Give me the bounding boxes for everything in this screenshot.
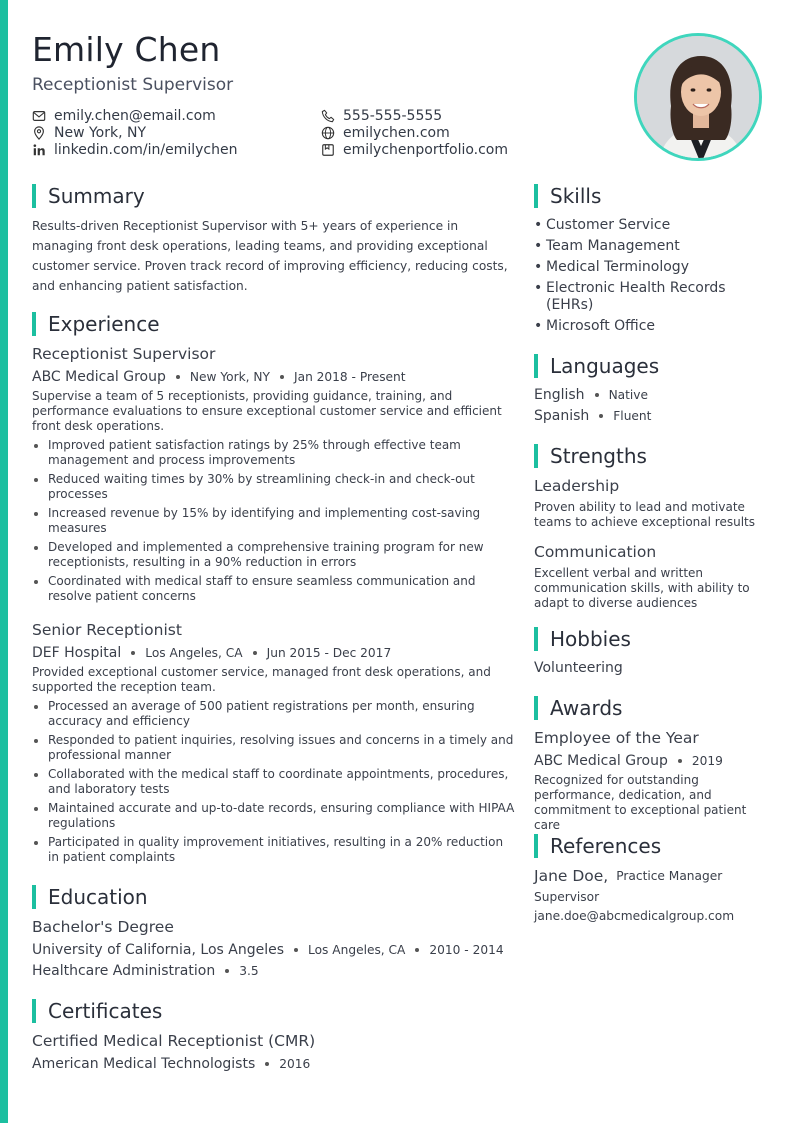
- job-description: Provided exceptional customer service, managed front desk operations, and supported the reception team.: [32, 665, 491, 694]
- reference-row: [534, 867, 722, 885]
- website-text: emilychen.com: [343, 125, 450, 141]
- linkedin-icon: [32, 143, 46, 157]
- languages-heading: [534, 354, 659, 378]
- references-heading: [534, 834, 661, 858]
- field-of-study: Healthcare Administration: [32, 963, 216, 979]
- certificate-year: 2016: [279, 1057, 311, 1071]
- references-heading-text: References: [550, 834, 662, 858]
- job-location: New York, NY: [189, 370, 270, 384]
- summary-heading-text: Summary: [48, 184, 145, 208]
- skills-heading-text: Skills: [550, 184, 602, 208]
- education-org: [32, 942, 504, 958]
- contact-email[interactable]: [32, 108, 216, 124]
- summary-heading: [32, 184, 145, 208]
- reference-title: Practice Manager: [616, 869, 723, 883]
- language-row: [534, 387, 648, 403]
- heading-accent: [534, 184, 538, 208]
- languages-heading-text: Languages: [550, 354, 660, 378]
- contact-location: [32, 125, 146, 141]
- portfolio-icon: [321, 143, 335, 157]
- list-item: • Team Management: [534, 238, 766, 255]
- company-name: ABC Medical Group: [32, 369, 166, 385]
- separator-dot: [415, 948, 419, 952]
- separator-dot: [678, 759, 682, 763]
- avatar: [637, 36, 762, 161]
- list-item: Processed an average of 500 patient registrations per month, ensuring accuracy and efficiency: [32, 699, 516, 729]
- separator-dot: [225, 969, 229, 973]
- job-role: Senior Receptionist: [32, 621, 182, 639]
- list-item: Coordinated with medical staff to ensure seamless communication and resolve patient concerns: [32, 574, 516, 604]
- language-level: Native: [608, 388, 649, 402]
- heading-accent: [534, 354, 538, 378]
- contact-website[interactable]: [321, 125, 450, 141]
- reference-relation-row: [534, 890, 599, 904]
- heading-accent: [32, 312, 36, 336]
- list-item: • Microsoft Office: [534, 318, 766, 335]
- candidate-name: Emily Chen: [32, 30, 221, 69]
- education-heading-text: Education: [48, 885, 148, 909]
- location-text: New York, NY: [54, 125, 147, 141]
- phone-text: 555-555-5555: [343, 108, 443, 124]
- contact-portfolio[interactable]: [321, 142, 508, 158]
- experience-heading-text: Experience: [48, 312, 160, 336]
- separator-dot: [265, 1062, 269, 1066]
- separator-dot: [294, 948, 298, 952]
- globe-icon: [321, 126, 335, 140]
- heading-accent: [32, 999, 36, 1023]
- list-item: Improved patient satisfaction ratings by 25% through effective team management and process improvements: [32, 438, 516, 468]
- portfolio-text: emilychenportfolio.com: [343, 142, 509, 158]
- certificate-name: Certified Medical Receptionist (CMR): [32, 1032, 316, 1050]
- job-org: [32, 369, 406, 385]
- job-description: Supervise a team of 5 receptionists, providing guidance, training, and performance evaluations to ensure exceptional customer service and efficient front desk operations.: [32, 389, 502, 433]
- language-name: English: [534, 387, 585, 403]
- separator-dot: [280, 375, 284, 379]
- awards-heading-text: Awards: [550, 696, 623, 720]
- job-dates: Jan 2018 - Present: [294, 370, 406, 384]
- hobbies-heading: [534, 627, 631, 651]
- strength-text: Excellent verbal and written communication skills, with ability to adapt to diverse audiences: [534, 566, 750, 610]
- separator-dot: [599, 414, 603, 418]
- experience-heading: [32, 312, 160, 336]
- strength-title: Communication: [534, 543, 657, 561]
- hobbies-heading-text: Hobbies: [550, 627, 631, 651]
- award-year: 2019: [691, 754, 723, 768]
- job-dates: Jun 2015 - Dec 2017: [266, 646, 392, 660]
- education-heading: [32, 885, 148, 909]
- reference-name: Jane Doe,: [534, 867, 609, 885]
- list-item: Responded to patient inquiries, resolving issues and concerns in a timely and professional manner: [32, 733, 516, 763]
- award-text: Recognized for outstanding performance, dedication, and commitment to exceptional patient care: [534, 773, 747, 832]
- strengths-heading: [534, 444, 647, 468]
- list-item: Participated in quality improvement initiatives, resulting in a 20% reduction in patient complaints: [32, 835, 516, 865]
- language-row: [534, 408, 651, 424]
- separator-dot: [176, 375, 180, 379]
- reference-email[interactable]: jane.doe@abcmedicalgroup.com: [534, 909, 735, 923]
- degree: Bachelor's Degree: [32, 918, 174, 936]
- profile-photo: [634, 33, 762, 161]
- education-field-row: [32, 963, 259, 979]
- heading-accent: [534, 834, 538, 858]
- heading-accent: [534, 627, 538, 651]
- list-item: • Medical Terminology: [534, 259, 766, 276]
- school-name: University of California, Los Angeles: [32, 942, 285, 958]
- job-org: [32, 645, 391, 661]
- list-item: Maintained accurate and up-to-date records, ensuring compliance with HIPAA regulations: [32, 801, 516, 831]
- separator-dot: [595, 393, 599, 397]
- job-bullets: [32, 438, 516, 608]
- separator-dot: [253, 651, 257, 655]
- list-item: Developed and implemented a comprehensive training program for new receptionists, resulting in a 90% reduction in errors: [32, 540, 516, 570]
- contact-phone[interactable]: [321, 108, 442, 124]
- gpa: 3.5: [239, 964, 259, 978]
- awards-heading: [534, 696, 622, 720]
- candidate-title: Receptionist Supervisor: [32, 75, 234, 95]
- email-text: emily.chen@email.com: [54, 108, 216, 124]
- linkedin-text: linkedin.com/in/emilychen: [54, 142, 238, 158]
- heading-accent: [534, 444, 538, 468]
- strengths-heading-text: Strengths: [550, 444, 647, 468]
- certificate-org: [32, 1056, 310, 1072]
- language-level: Fluent: [613, 409, 652, 423]
- award-title: Employee of the Year: [534, 729, 699, 747]
- mail-icon: [32, 109, 46, 123]
- summary-text: Results-driven Receptionist Supervisor with 5+ years of experience in managing front desk operations, leading teams, and providing exceptional customer service. Proven track record of improving efficiency, reducing costs, and enhancing patient satisfaction.: [32, 219, 508, 293]
- skills-heading: [534, 184, 601, 208]
- strength-text: Proven ability to lead and motivate teams to achieve exceptional results: [534, 500, 755, 529]
- list-item: • Electronic Health Records (EHRs): [534, 280, 766, 314]
- reference-relation: Supervisor: [534, 890, 600, 904]
- strength-title: Leadership: [534, 477, 620, 495]
- list-item: Collaborated with the medical staff to coordinate appointments, procedures, and laboratory tests: [32, 767, 516, 797]
- award-org: [534, 753, 723, 769]
- job-location: Los Angeles, CA: [145, 646, 243, 660]
- hobby-item: Volunteering: [534, 660, 623, 676]
- certificate-issuer: American Medical Technologists: [32, 1056, 256, 1072]
- school-location: Los Angeles, CA: [308, 943, 406, 957]
- language-name: Spanish: [534, 408, 590, 424]
- location-pin-icon: [32, 126, 46, 140]
- phone-icon: [321, 109, 335, 123]
- accent-bar: [0, 0, 8, 1123]
- job-role: Receptionist Supervisor: [32, 345, 216, 363]
- skills-list: [534, 217, 766, 339]
- company-name: DEF Hospital: [32, 645, 122, 661]
- list-item: • Customer Service: [534, 217, 766, 234]
- certificates-heading: [32, 999, 162, 1023]
- separator-dot: [131, 651, 135, 655]
- heading-accent: [534, 696, 538, 720]
- heading-accent: [32, 885, 36, 909]
- reference-email-row[interactable]: [534, 909, 734, 923]
- award-issuer: ABC Medical Group: [534, 753, 668, 769]
- list-item: Reduced waiting times by 30% by streamlining check-in and check-out processes: [32, 472, 516, 502]
- list-item: Increased revenue by 15% by identifying and implementing cost-saving measures: [32, 506, 516, 536]
- contact-linkedin[interactable]: [32, 142, 237, 158]
- education-dates: 2010 - 2014: [429, 943, 504, 957]
- heading-accent: [32, 184, 36, 208]
- certificates-heading-text: Certificates: [48, 999, 163, 1023]
- job-bullets: [32, 699, 516, 869]
